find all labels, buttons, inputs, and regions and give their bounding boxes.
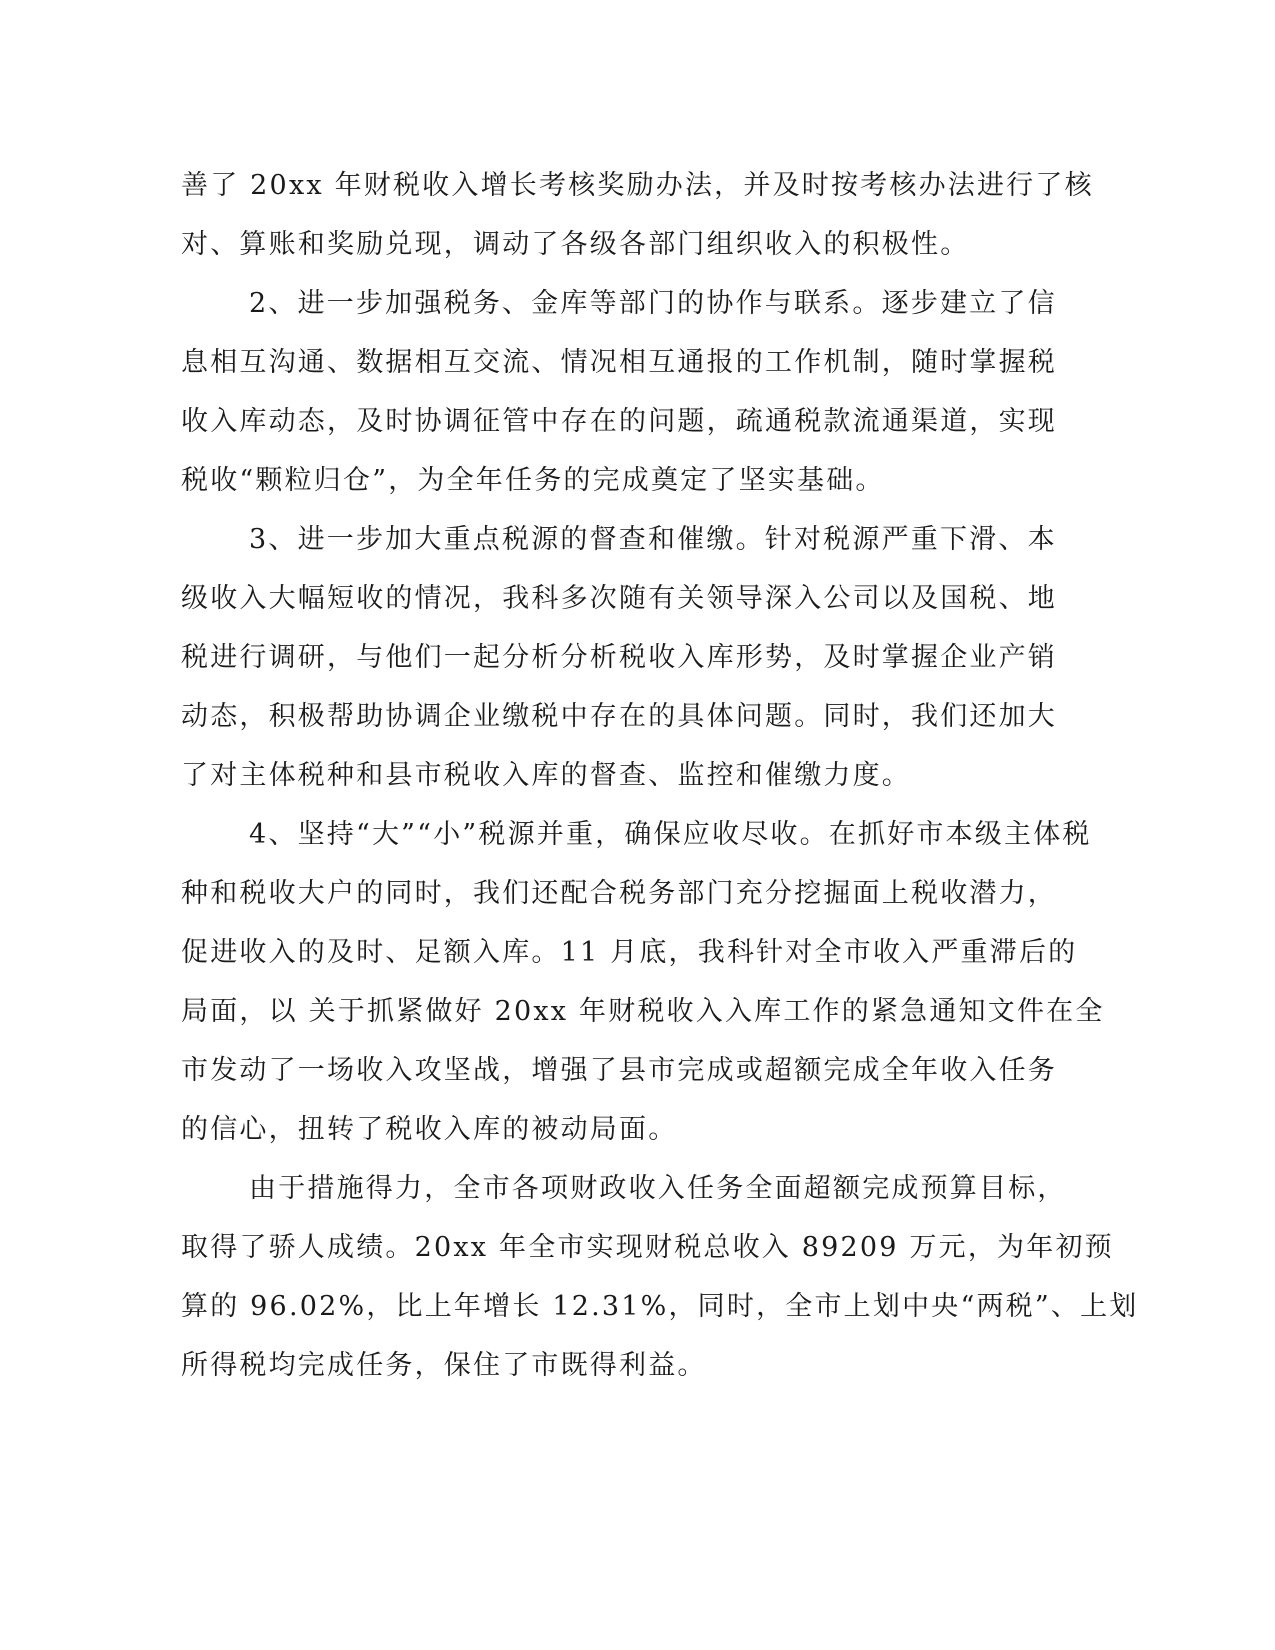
document-body (181, 156, 1139, 1395)
text-line: 税收“颗粒归仓”，为全年任务的完成奠定了坚实基础。 (181, 465, 885, 496)
text-line: 的信心，扭转了税收入库的被动局面。 (181, 1114, 678, 1145)
paragraph-start-line: 4、坚持“大”“小”税源并重，确保应收尽收。在抓好市本级主体税 (249, 819, 1092, 850)
text-line: 种和税收大户的同时，我们还配合税务部门充分挖掘面上税收潜力， (181, 878, 1057, 909)
text-line: 取得了骄人成绩。20xx 年全市实现财税总收入 89209 万元，为年初预 (181, 1232, 1114, 1263)
paragraph-start-line: 2、进一步加强税务、金库等部门的协作与联系。逐步建立了信 (249, 288, 1057, 319)
text-line: 动态，积极帮助协调企业缴税中存在的具体问题。同时，我们还加大 (181, 701, 1057, 732)
text-line: 级收入大幅短收的情况，我科多次随有关领导深入公司以及国税、地 (181, 583, 1057, 614)
text-line: 税进行调研，与他们一起分析分析税收入库形势，及时掌握企业产销 (181, 642, 1057, 673)
text-line: 了对主体税种和县市税收入库的督查、监控和催缴力度。 (181, 760, 911, 791)
text-line: 善了 20xx 年财税收入增长考核奖励办法，并及时按考核办法进行了核 (181, 170, 1094, 201)
text-line: 对、算账和奖励兑现，调动了各级各部门组织收入的积极性。 (181, 229, 970, 260)
paragraph-start-line: 3、进一步加大重点税源的督查和催缴。针对税源严重下滑、本 (249, 524, 1057, 555)
text-line: 息相互沟通、数据相互交流、情况相互通报的工作机制，随时掌握税 (181, 347, 1057, 378)
text-line: 局面，以 关于抓紧做好 20xx 年财税收入入库工作的紧急通知文件在全 (181, 996, 1105, 1027)
text-line: 促进收入的及时、足额入库。11 月底，我科针对全市收入严重滞后的 (181, 937, 1078, 968)
text-line: 市发动了一场收入攻坚战，增强了县市完成或超额完成全年收入任务 (181, 1055, 1057, 1086)
paragraph-start-line: 由于措施得力，全市各项财政收入任务全面超额完成预算目标， (249, 1173, 1067, 1204)
text-line: 收入库动态，及时协调征管中存在的问题，疏通税款流通渠道，实现 (181, 406, 1057, 437)
text-line: 算的 96.02%，比上年增长 12.31%，同时，全市上划中央“两税”、上划 (181, 1291, 1139, 1322)
text-line: 所得税均完成任务，保住了市既得利益。 (181, 1350, 707, 1381)
